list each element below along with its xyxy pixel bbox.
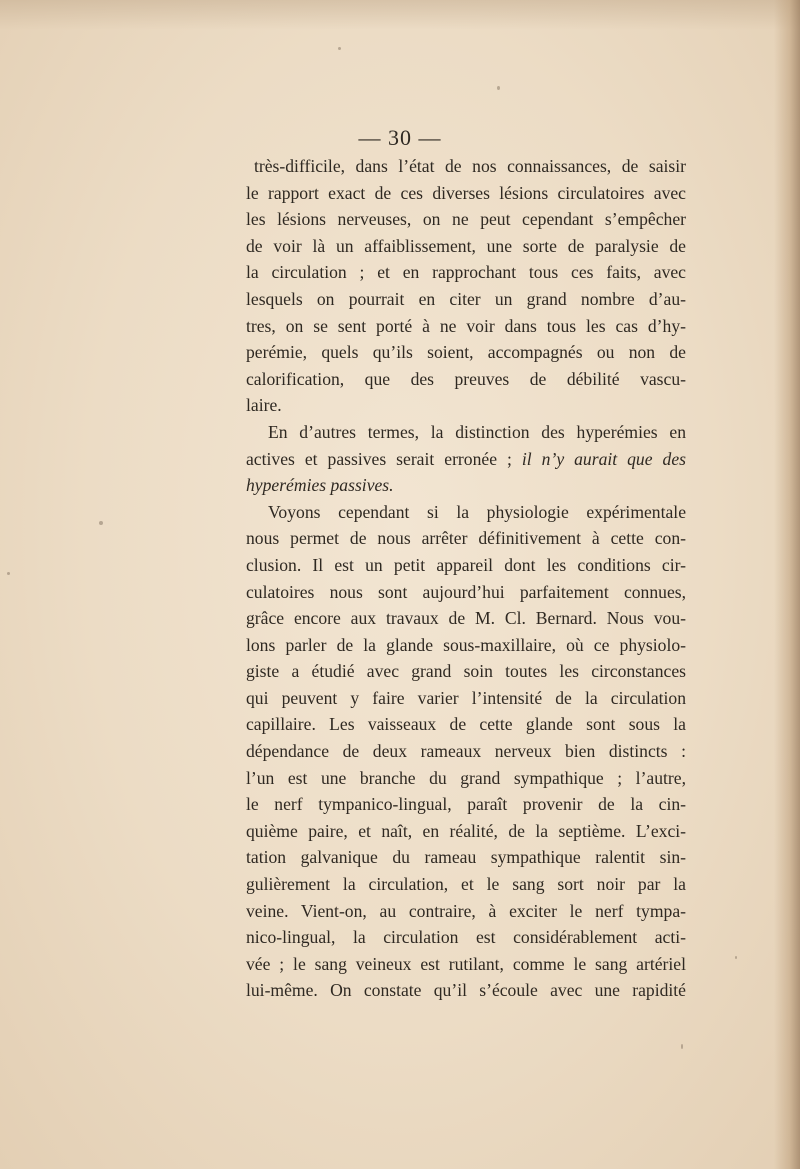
text-line: tation galvanique du rameau sympathique ralentit sin- (246, 847, 686, 868)
text-line: culatoires nous sont aujourd’hui parfaitement connues, (246, 581, 686, 602)
text-line: qui peuvent y faire varier l’intensité de la circulation (246, 687, 686, 708)
body-text (246, 153, 686, 1004)
text-line: Voyons cependant si la physiologie expérimentale (268, 501, 686, 522)
paper-speck (338, 47, 341, 50)
paper-speck (681, 1044, 683, 1049)
text-line: quième paire, et naît, en réalité, de la septième. L’exci- (246, 820, 686, 841)
paragraph-hyperemies (246, 419, 686, 499)
text-line: très-difficile, dans l’état de nos connaissances, de saisir (254, 156, 686, 176)
text-line: lesquels on pourrait en citer un grand nombre d’au- (246, 288, 686, 309)
text-line: nico-lingual, la circulation est considérablement acti- (246, 927, 686, 948)
text-line-italic (246, 472, 686, 499)
paper-speck (735, 956, 737, 959)
text-line: laire. (246, 395, 282, 416)
text-line: les lésions nerveuses, on ne peut cependant s’empêcher (246, 209, 686, 230)
text-line: le rapport exact de ces diverses lésions circulatoires avec (246, 182, 686, 203)
paper-speck (7, 572, 10, 575)
paragraph-physiologie (246, 499, 686, 1004)
text-line: clusion. Il est un petit appareil dont les conditions cir- (246, 554, 686, 575)
text-line: perémie, quels qu’ils soient, accompagnés ou non de (246, 342, 686, 363)
text-line: le nerf tympanico-lingual, paraît provenir de la cin- (246, 794, 686, 815)
text-line: l’un est une branche du grand sympathique ; l’autre, (246, 767, 686, 788)
text-line: de voir là un affaiblissement, une sorte de paralysie de (246, 235, 686, 256)
text-line: nous permet de nous arrêter définitivement à cette con- (246, 528, 686, 549)
text-line: tres, on se sent porté à ne voir dans tous les cas d’hy- (246, 315, 686, 336)
text-line: gulièrement la circulation, et le sang sort noir par la (246, 874, 686, 895)
text-line: calorification, que des preuves de débilité vascu- (246, 368, 686, 389)
text-line: capillaire. Les vaisseaux de cette glande sont sous la (246, 714, 686, 735)
page-number: — 30 — (358, 125, 442, 150)
text-plain: actives et passives serait erronée ; (246, 448, 522, 469)
text-italic: hyperémies passives. (246, 475, 394, 496)
text-line: la circulation ; et en rapprochant tous ces faits, avec (246, 262, 686, 283)
text-line: dépendance de deux rameaux nerveux bien distincts : (246, 741, 686, 762)
paper-speck (497, 86, 500, 90)
text-italic: il n’y aurait que des (521, 448, 686, 469)
text-line: veine. Vient-on, au contraire, à exciter le nerf tympa- (246, 900, 686, 921)
page-top-shadow (0, 0, 800, 30)
paper-speck (99, 521, 103, 525)
text-line: En d’autres termes, la distinction des hyperémies en (268, 421, 686, 442)
text-line: vée ; le sang veineux est rutilant, comme le sang artériel (246, 953, 686, 974)
text-line: grâce encore aux travaux de M. Cl. Bernard. Nous vou- (246, 608, 686, 629)
text-line: giste a étudié avec grand soin toutes les circonstances (246, 661, 686, 682)
page-binding-shadow (774, 0, 800, 1169)
paragraph-continuation (246, 153, 686, 419)
text-line: lons parler de la glande sous-maxillaire, où ce physiolo- (246, 634, 686, 655)
text-line-mixed (246, 446, 686, 473)
text-line: lui-même. On constate qu’il s’écoule avec une rapidité (246, 980, 686, 1001)
